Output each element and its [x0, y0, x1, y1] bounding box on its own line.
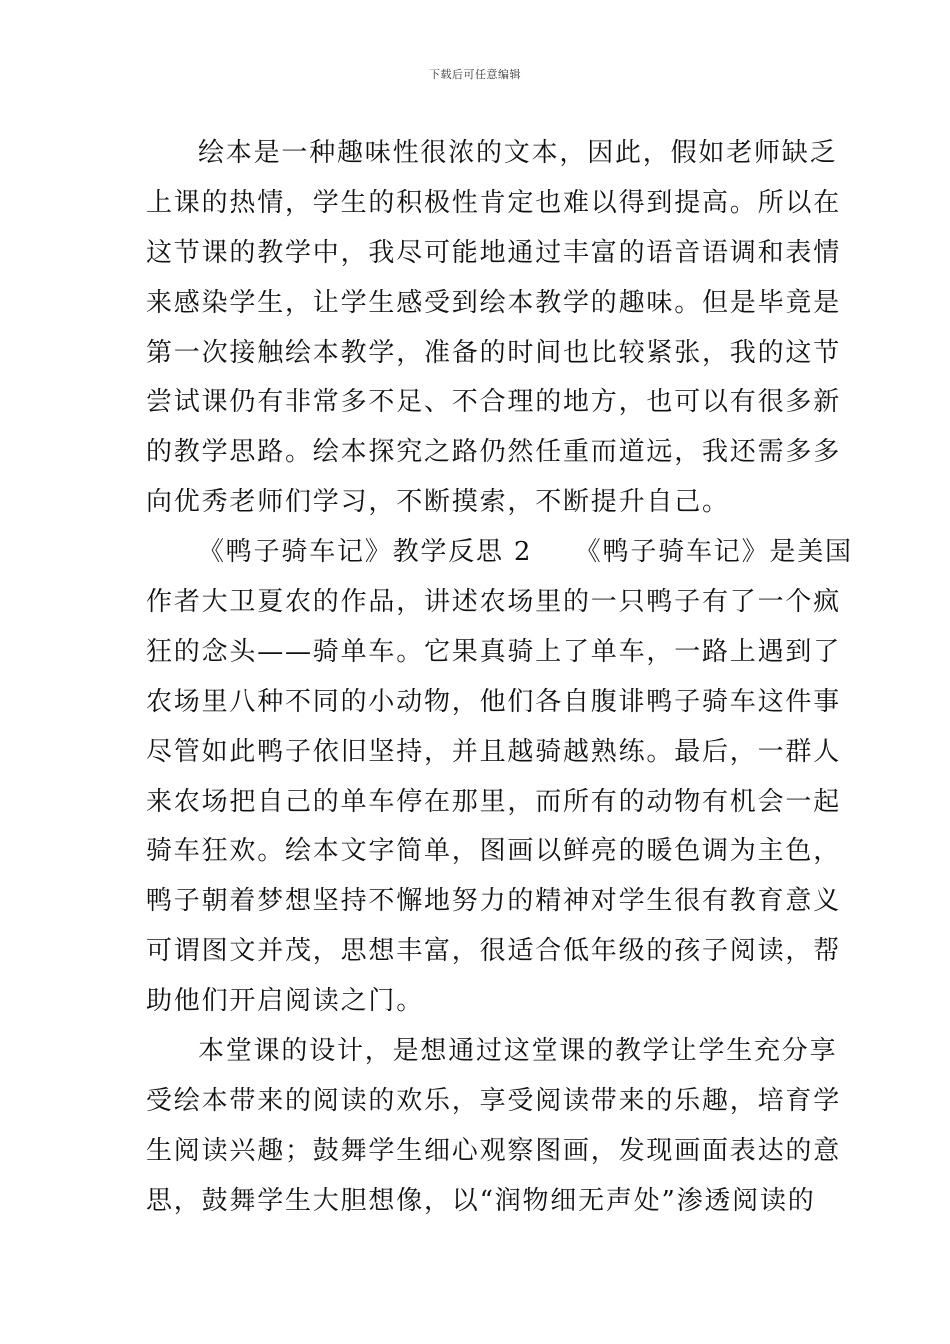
paragraph-line: 上课的热情，学生的积极性肯定也难以得到提高。所以在 [146, 187, 842, 218]
paragraph-line: 绘本是一种趣味性很浓的文本，因此，假如老师缺乏 [198, 138, 838, 168]
paragraph-line: 的教学思路。绘本探究之路仍然任重而道远，我还需多多 [146, 437, 842, 468]
paragraph-line: 这节课的教学中，我尽可能地通过丰富的语音语调和表情 [146, 237, 842, 268]
paragraph-line: 第一次接触绘本教学，准备的时间也比较紧张，我的这节 [146, 337, 842, 368]
paragraph-line: 尽管如此鸭子依旧坚持，并且越骑越熟练。最后，一群人 [146, 736, 842, 767]
paragraph-line: 来农场把自己的单车停在那里，而所有的动物有机会一起 [146, 786, 842, 817]
header-note: 下载后可任意编辑 [429, 68, 521, 81]
paragraph-line: 可谓图文并茂，思想丰富，很适合低年级的孩子阅读，帮 [146, 936, 842, 967]
paragraph-line: 受绘本带来的阅读的欢乐，享受阅读带来的乐趣，培育学 [146, 1085, 842, 1116]
paragraph-line: 生阅读兴趣；鼓舞学生细心观察图画，发现画面表达的意 [146, 1135, 842, 1166]
paragraph-line: 骑车狂欢。绘本文字简单，图画以鲜亮的暖色调为主色， [146, 836, 842, 867]
paragraph-line: 农场里八种不同的小动物，他们各自腹诽鸭子骑车这件事 [146, 686, 842, 717]
paragraph-line: 鸭子朝着梦想坚持不懈地努力的精神对学生很有教育意义 [146, 886, 842, 917]
paragraph-line: 来感染学生，让学生感受到绘本教学的趣味。但是毕竟是 [146, 287, 842, 318]
body-text [146, 129, 853, 1227]
paragraph-line: 《鸭子骑车记》教学反思 2 《鸭子骑车记》是美国 [198, 537, 853, 568]
paragraph-line: 狂的念头——骑单车。它果真骑上了单车，一路上遇到了 [146, 636, 842, 667]
paragraph-line: 尝试课仍有非常多不足、不合理的地方，也可以有很多新 [146, 387, 842, 418]
paragraph-line: 本堂课的设计，是想通过这堂课的教学让学生充分享 [198, 1036, 838, 1067]
paragraph-line: 助他们开启阅读之门。 [146, 986, 425, 1017]
paragraph-line: 向优秀老师们学习，不断摸索，不断提升自己。 [146, 487, 730, 518]
paragraph-line: 作者大卫夏农的作品，讲述农场里的一只鸭子有了一个疯 [146, 587, 842, 618]
paragraph-line: 思，鼓舞学生大胆想像，以“润物细无声处”渗透阅读的 [146, 1185, 816, 1216]
